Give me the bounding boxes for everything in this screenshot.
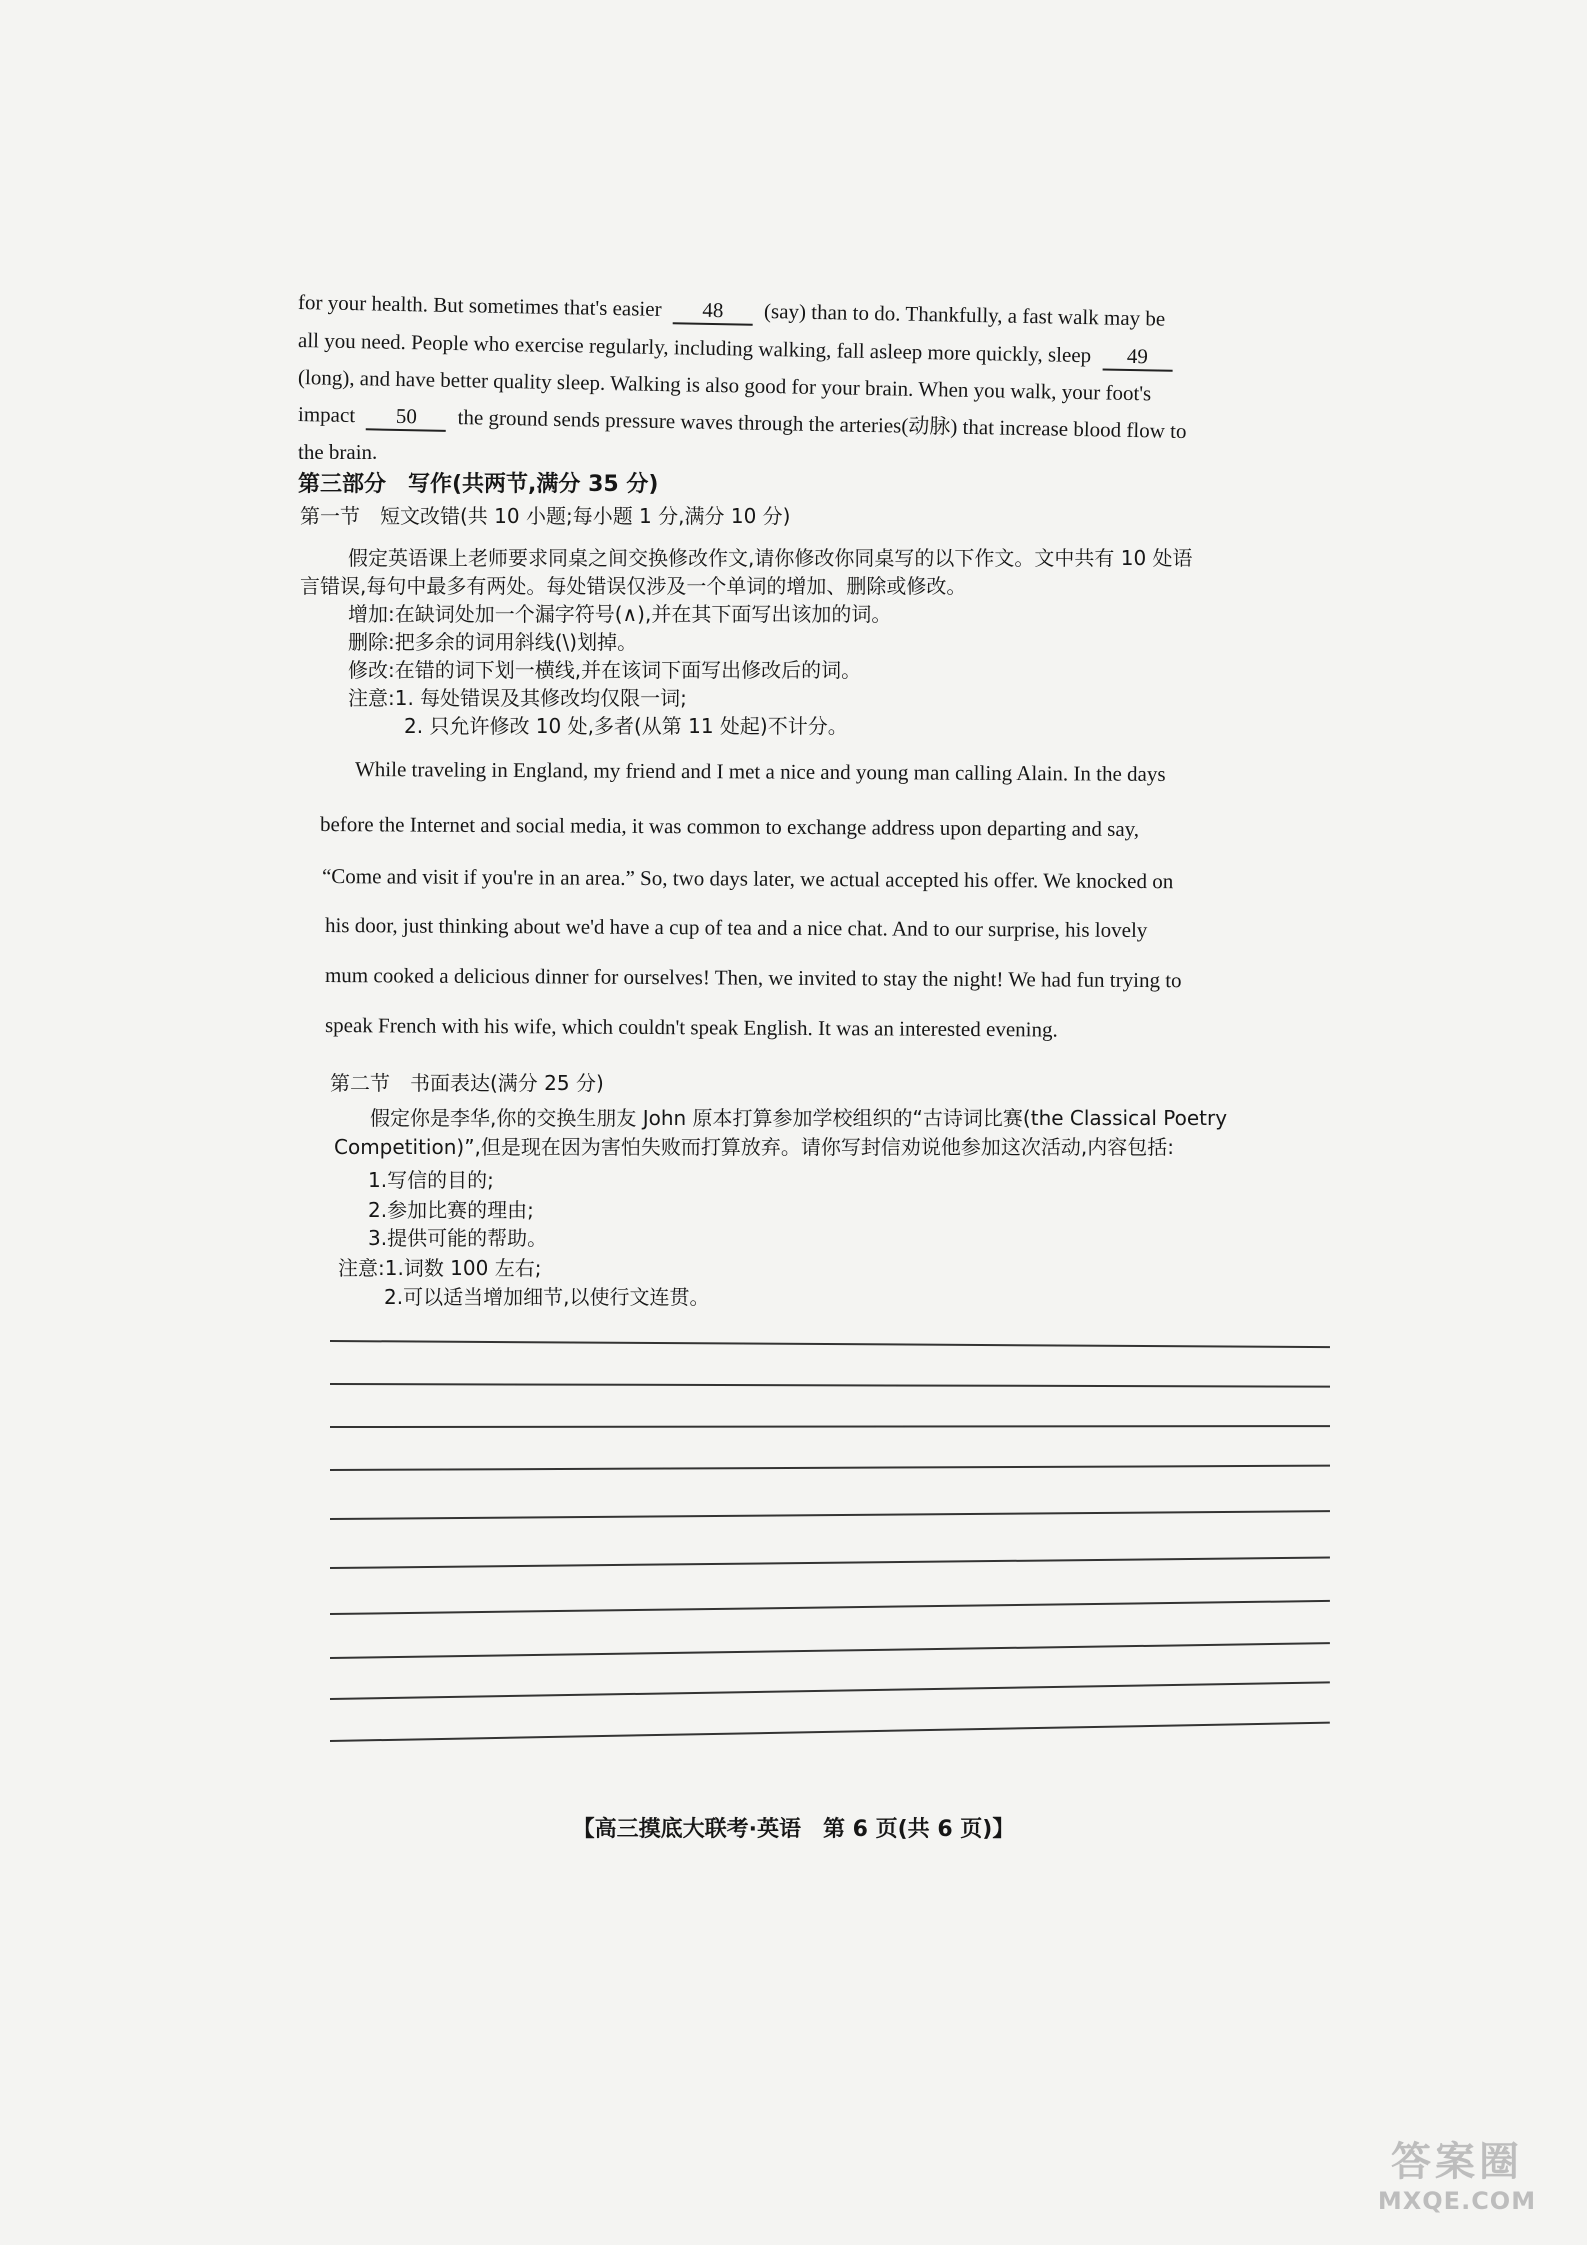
modify-rule: 修改:在错的词下划一横线,并在该词下面写出修改后的词。: [348, 658, 862, 682]
essay-line-5: mum cooked a delicious dinner for ourselves! Then, we invited to stay the night! We had fun trying to: [324, 963, 1182, 993]
section1-title: 第一节 短文改错(共 10 小题;每小题 1 分,满分 10 分): [300, 504, 791, 528]
writing-line[interactable]: [330, 1557, 1330, 1569]
passage-line-1: for your health. But sometimes that's easier 48 (say) than to do. Thankfully, a fast walk may be: [297, 290, 1166, 331]
point-1: 1.写信的目的;: [368, 1168, 494, 1192]
watermark-text-top: 答案圈: [1391, 2139, 1523, 2185]
blank-49[interactable]: 49: [1102, 343, 1173, 372]
section2-prompt-1: 假定你是李华,你的交换生朋友 John 原本打算参加学校组织的“古诗词比赛(the Classical Poetry: [370, 1106, 1228, 1130]
section2-title: 第二节 书面表达(满分 25 分): [330, 1071, 604, 1095]
writing-line[interactable]: [330, 1510, 1330, 1520]
add-rule: 增加:在缺词处加一个漏字符号(∧),并在其下面写出该加的词。: [348, 602, 892, 626]
note-2: 2. 只允许修改 10 处,多者(从第 11 处起)不计分。: [404, 714, 848, 738]
essay-line-6: speak French with his wife, which couldn't speak English. It was an interested evening.: [324, 1013, 1058, 1042]
essay-line-3: “Come and visit if you're in an area.” So, two days later, we actual accepted his offer. We knocked on: [321, 864, 1174, 894]
passage-line-5: the brain.: [298, 440, 378, 464]
essay-line-2: before the Internet and social media, it was common to exchange address upon departing and say,: [319, 812, 1140, 842]
page-footer: 【高三摸底大联考·英语 第 6 页(共 6 页)】: [572, 1817, 1015, 1842]
essay-line-1: While traveling in England, my friend and I met a nice and young man calling Alain. In the days: [354, 757, 1166, 786]
point-3: 3.提供可能的帮助。: [368, 1226, 548, 1250]
writing-line[interactable]: [330, 1600, 1330, 1615]
writing-note-1: 注意:1.词数 100 左右;: [338, 1256, 542, 1280]
writing-line[interactable]: [330, 1722, 1330, 1742]
writing-line[interactable]: [330, 1642, 1330, 1659]
writing-line[interactable]: [330, 1681, 1330, 1700]
watermark-logo: [1357, 2130, 1557, 2215]
section2-prompt-2: Competition)”,但是现在因为害怕失败而打算放弃。请你写封信劝说他参加这次活动,内容包括:: [334, 1135, 1175, 1159]
blank-48[interactable]: 48: [673, 297, 754, 326]
point-2: 2.参加比赛的理由;: [368, 1198, 534, 1222]
passage-line-3: (long), and have better quality sleep. Walking is also good for your brain. When you walk, your foot's: [297, 365, 1152, 406]
passage-line-4: impact 50 the ground sends pressure waves through the arteries(动脉) that increase blood flow to: [297, 402, 1187, 444]
essay-line-4: his door, just thinking about we'd have a cup of tea and a nice chat. And to our surprise, his lovely: [324, 913, 1148, 943]
passage-line-2: all you need. People who exercise regularly, including walking, fall asleep more quickly, sleep 49: [298, 328, 1179, 372]
part3-title: 第三部分 写作(共两节,满分 35 分): [298, 472, 659, 497]
writing-note-2: 2.可以适当增加细节,以使行文连贯。: [384, 1285, 710, 1309]
section1-instruction-2: 言错误,每句中最多有两处。每处错误仅涉及一个单词的增加、删除或修改。: [300, 574, 967, 598]
section1-instruction-1: 假定英语课上老师要求同桌之间交换修改作文,请你修改你同桌写的以下作文。文中共有 10 处语: [348, 546, 1193, 570]
writing-line[interactable]: [330, 1425, 1330, 1428]
writing-line[interactable]: [330, 1465, 1330, 1471]
delete-rule: 删除:把多余的词用斜线(\)划掉。: [348, 630, 638, 654]
writing-line[interactable]: [330, 1340, 1330, 1348]
watermark-text-bottom: MXQE.COM: [1377, 2187, 1537, 2215]
blank-50[interactable]: 50: [366, 403, 447, 432]
writing-line[interactable]: [330, 1383, 1330, 1388]
note-1: 注意:1. 每处错误及其修改均仅限一词;: [348, 686, 687, 710]
